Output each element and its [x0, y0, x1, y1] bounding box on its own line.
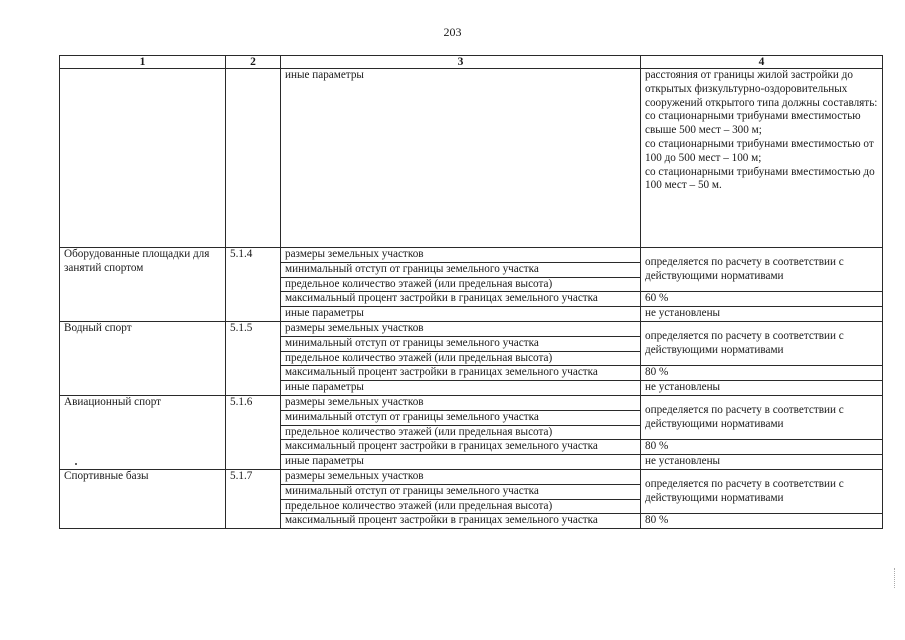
- param-cell: предельное количество этажей (или предельная высота): [281, 351, 641, 366]
- header-col-4: 4: [641, 56, 883, 69]
- param-cell: минимальный отступ от границы земельного участка: [281, 410, 641, 425]
- name-cell: Водный спорт: [60, 321, 226, 395]
- name-cell: Авиационный спорт: [60, 395, 226, 469]
- param-cell: иные параметры: [281, 381, 641, 396]
- value-cell: не установлены: [641, 307, 883, 322]
- value-cell: определяется по расчету в соответствии с действующими нормативами: [641, 321, 883, 365]
- table-row: [60, 69, 883, 248]
- value-cell: определяется по расчету в соответствии с действующими нормативами: [641, 248, 883, 292]
- value-cell: определяется по расчету в соответствии с действующими нормативами: [641, 395, 883, 439]
- value-cell: 80 %: [641, 514, 883, 529]
- code-cell: 5.1.7: [226, 469, 281, 528]
- param-cell: размеры земельных участков: [281, 469, 641, 484]
- table-row: [60, 321, 883, 336]
- value-cell: не установлены: [641, 455, 883, 470]
- param-cell: предельное количество этажей (или предельная высота): [281, 425, 641, 440]
- scan-speck: [75, 463, 77, 465]
- header-col-2: 2: [226, 56, 281, 69]
- param-cell: минимальный отступ от границы земельного участка: [281, 484, 641, 499]
- zoning-parameters-table: [59, 55, 883, 529]
- value-cell: расстояния от границы жилой застройки до открытых физкультурно-оздоровительных сооружений открытого типа должны составлять: со стационарными трибунами вместимостью свыше 500 мест – 300 м; со стационарными трибунами вместимостью от 100 до 500 мест – 100 м; со стационарными трибунами вместимостью до 100 мест – 50 м.: [641, 69, 883, 248]
- name-cell: [60, 69, 226, 248]
- table-row: [60, 248, 883, 263]
- param-cell: размеры земельных участков: [281, 321, 641, 336]
- param-cell: максимальный процент застройки в границах земельного участка: [281, 514, 641, 529]
- param-cell: предельное количество этажей (или предельная высота): [281, 277, 641, 292]
- table-row: [60, 395, 883, 410]
- code-cell: [226, 69, 281, 248]
- param-cell: максимальный процент застройки в границах земельного участка: [281, 440, 641, 455]
- value-cell: 80 %: [641, 440, 883, 455]
- param-cell: размеры земельных участков: [281, 248, 641, 263]
- code-cell: 5.1.6: [226, 395, 281, 469]
- param-cell: минимальный отступ от границы земельного участка: [281, 262, 641, 277]
- name-cell: Оборудованные площадки для занятий спортом: [60, 248, 226, 322]
- name-cell: Спортивные базы: [60, 469, 226, 528]
- value-cell: определяется по расчету в соответствии с действующими нормативами: [641, 469, 883, 513]
- value-cell: не установлены: [641, 381, 883, 396]
- param-cell: иные параметры: [281, 69, 641, 248]
- param-cell: минимальный отступ от границы земельного участка: [281, 336, 641, 351]
- code-cell: 5.1.5: [226, 321, 281, 395]
- page-number: 203: [443, 25, 462, 39]
- value-cell: 80 %: [641, 366, 883, 381]
- header-row: [60, 56, 883, 69]
- table-row: [60, 469, 883, 484]
- param-cell: иные параметры: [281, 455, 641, 470]
- param-cell: иные параметры: [281, 307, 641, 322]
- value-cell: 60 %: [641, 292, 883, 307]
- param-cell: максимальный процент застройки в границах земельного участка: [281, 292, 641, 307]
- param-cell: размеры земельных участков: [281, 395, 641, 410]
- param-cell: предельное количество этажей (или предельная высота): [281, 499, 641, 514]
- code-cell: 5.1.4: [226, 248, 281, 322]
- scan-edge-mark: [894, 568, 899, 588]
- param-cell: максимальный процент застройки в границах земельного участка: [281, 366, 641, 381]
- header-col-3: 3: [281, 56, 641, 69]
- header-col-1: 1: [60, 56, 226, 69]
